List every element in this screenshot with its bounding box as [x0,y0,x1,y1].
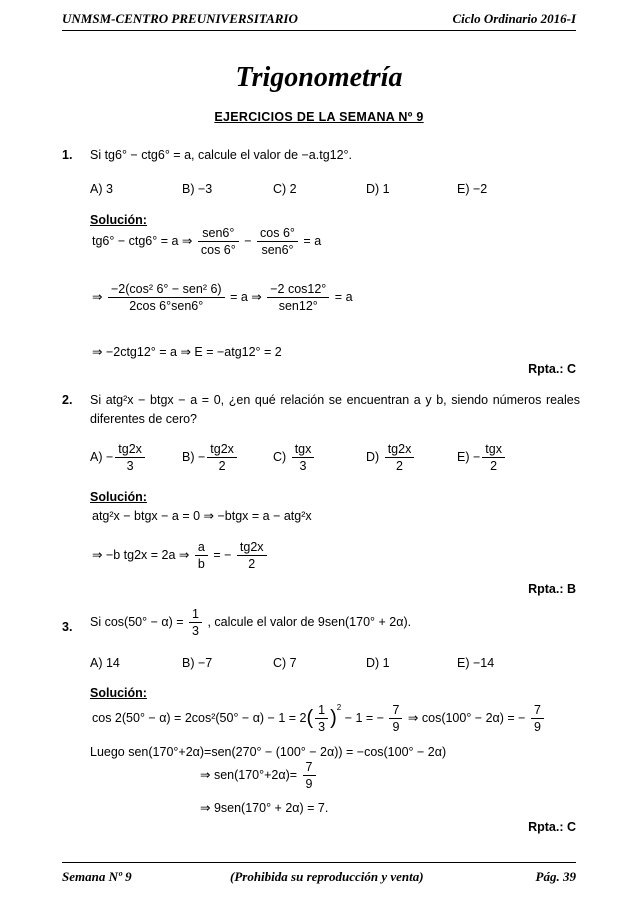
page-subtitle: EJERCICIOS DE LA SEMANA Nº 9 [214,110,424,124]
problem-3-solution-line-2: Luego sen(170°+2α)=sen(270° − (100° − 2α)) = −cos(100° − 2α) [90,745,447,759]
problem-3-answer: Rpta.: C [528,820,576,834]
problem-3-number: 3. [62,620,73,634]
problem-2-solution-label: Solución: [90,490,147,504]
problem-1-number: 1. [62,148,73,162]
problem-1-solution-line-3: ⇒ −2ctg12° = a ⇒ E = −atg12° = 2 [92,345,282,359]
page-footer [62,862,576,885]
footer-page-number: Pág. 39 [535,869,576,884]
problem-2-number: 2. [62,393,73,407]
problem-3-option-c: C) 7 [273,656,297,670]
problem-3-option-b: B) −7 [182,656,213,670]
problem-2-statement: Si atg²x − btgx − a = 0, ¿en qué relación se encuentran a y b, siendo números reales diferentes de cero? [90,393,580,426]
problem-1-option-b: B) −3 [182,182,213,196]
page-title: Trigonometría [235,62,403,93]
footer-notice: (Prohibida su reproducción y venta) [230,869,424,884]
problem-2-option-c: C) $\frac{\text{tgx}}{3}$ [273,442,316,473]
header-institution: UNMSM-CENTRO PREUNIVERSITARIO [62,11,298,26]
problem-2-solution-line-2: ⇒ −b tg2x = 2a ⇒ $\frac{a}{b}$ = − $\frac{tg2x}{2}$ [92,540,269,571]
footer-week: Semana Nº 9 [62,869,132,884]
problem-1-option-e: E) −2 [457,182,488,196]
header-cycle: Ciclo Ordinario 2016-I [452,11,576,26]
problem-1-solution-line-2: ⇒ $\frac{\text{−2(cos² 6° − sen² 6)}}{\text{2cos 6°sen6°}}$ = a ⇒ $\frac{-2 \cos 12^\circ}{\text{sen12°}}$ = a [92,282,353,313]
problem-2-answer: Rpta.: B [528,582,576,596]
problem-1-solution-line-1: tg6° − ctg6° = a ⇒ $\frac{\text{sen6°}}{\cos 6^\circ}$ − $\frac{\cos 6^\circ}{\text{sen6°}}$ = a [92,226,322,257]
problem-3-option-e: E) −14 [457,656,495,670]
problem-3-solution-line-1: cos 2(50° − α) = 2cos²(50° − α) − 1 = 2( $\frac{1}{3}$ )$^2$ − 1 = − $\frac{7}{9}$ ⇒ cos(100° − 2α) = − $\frac{7}{9}$ [92,703,546,734]
problem-3-solution-label: Solución: [90,686,147,700]
problem-3-option-a: A) 14 [90,656,120,670]
problem-1-option-a: A) 3 [90,182,113,196]
problem-1-statement: Si tg6° − ctg6° = a, calcule el valor de −a.tg12°. [90,148,353,162]
problem-3-option-d: D) 1 [366,656,390,670]
problem-2-option-d: D) $\frac{tg2x}{2}$ [366,442,416,473]
problem-1-solution-label: Solución: [90,213,147,227]
problem-1-answer: Rpta.: C [528,362,576,376]
page-header [62,8,576,31]
problem-2-option-a: A) − $\frac{tg2x}{3}$ [90,442,147,473]
problem-1-option-c: C) 2 [273,182,297,196]
problem-2-option-b: B) − $\frac{tg2x}{2}$ [182,442,239,473]
problem-2-option-e: E) − $\frac{\text{tgx}}{2}$ [457,442,507,473]
problem-3-solution-line-4: ⇒ 9sen(170° + 2α) = 7. [200,801,329,815]
problem-2-solution-line-1: atg²x − btgx − a = 0 ⇒ −btgx = a − atg²x [92,509,312,523]
problem-3-statement: Si cos(50° − α) = $\frac{1}{3}$ , calcule el valor de 9sen(170° + 2α). [90,607,412,638]
problem-1-option-d: D) 1 [366,182,390,196]
problem-3-solution-line-3: ⇒ sen(170°+2α)= $\frac{7}{9}$ [200,760,318,791]
